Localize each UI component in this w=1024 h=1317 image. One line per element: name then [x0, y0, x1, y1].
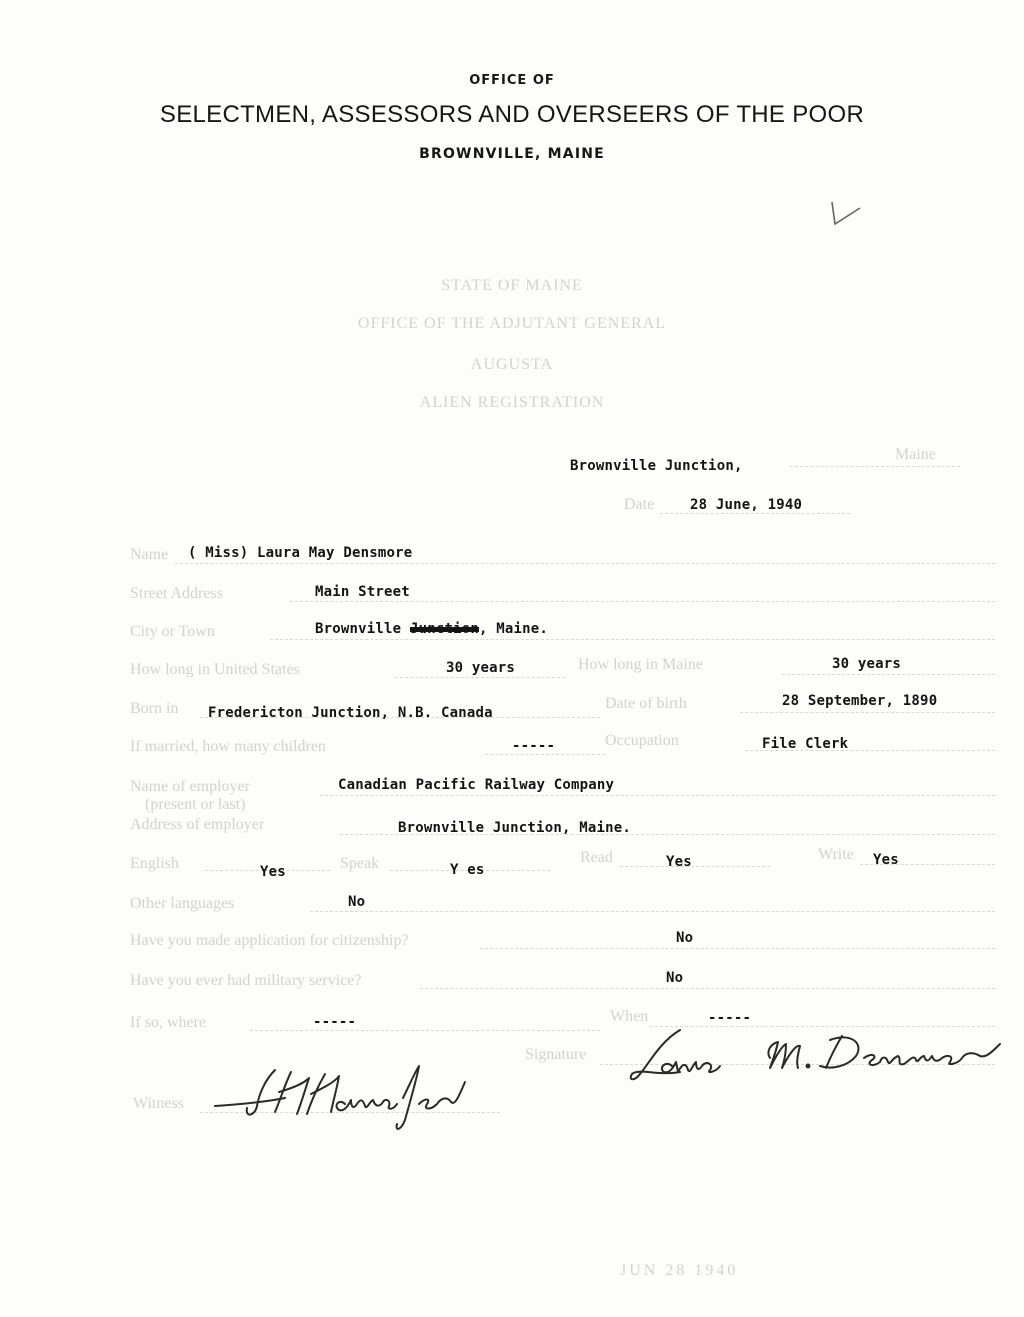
- city-label: City or Town: [130, 623, 215, 640]
- city-value-state: , Maine.: [478, 621, 548, 637]
- write-value: Yes: [873, 852, 899, 868]
- name-label: Name: [130, 546, 169, 563]
- how-long-maine-value: 30 years: [832, 656, 902, 672]
- letterhead-office-of: OFFICE OF: [469, 73, 555, 88]
- when-label: When: [610, 1008, 649, 1025]
- employer-address-value: Brownville Junction, Maine.: [398, 820, 631, 836]
- street-label: Street Address: [130, 585, 223, 602]
- watermark-line-4: ALIEN REGISTRATION: [419, 394, 605, 411]
- employer-label: Name of employer: [130, 778, 250, 795]
- read-label: Read: [580, 849, 613, 866]
- citizenship-label: Have you made application for citizenship?: [130, 932, 409, 949]
- date-of-birth-value: 28 September, 1890: [782, 693, 938, 709]
- citizenship-value: No: [676, 930, 694, 946]
- city-value-town: Brownville: [315, 621, 402, 637]
- speak-value: Y es: [450, 862, 485, 878]
- watermark-state: Maine: [895, 446, 936, 463]
- employer-note: (present or last): [145, 796, 246, 813]
- applicant-signature: [620, 1022, 1010, 1102]
- how-long-maine-label: How long in Maine: [578, 656, 703, 673]
- born-value: Fredericton Junction, N.B. Canada: [208, 705, 493, 721]
- write-label: Write: [818, 846, 854, 863]
- received-stamp: JUN 28 1940: [620, 1262, 739, 1279]
- watermark-line-3: AUGUSTA: [470, 356, 554, 373]
- other-languages-label: Other languages: [130, 895, 235, 912]
- where-value: -----: [313, 1014, 357, 1030]
- other-languages-value: No: [348, 894, 366, 910]
- letterhead-title: SELECTMEN, ASSESSORS AND OVERSEERS OF THE POOR: [159, 101, 865, 128]
- signature-label: Signature: [525, 1046, 587, 1063]
- witness-label: Witness: [133, 1095, 184, 1112]
- witness-signature: [205, 1058, 495, 1138]
- when-value: -----: [708, 1010, 752, 1026]
- children-label: If married, how many children: [130, 738, 326, 755]
- born-label: Born in: [130, 700, 179, 717]
- how-long-us-value: 30 years: [446, 660, 516, 676]
- watermark-line-2: OFFICE OF THE ADJUTANT GENERAL: [357, 315, 667, 332]
- speak-label: Speak: [340, 855, 380, 872]
- place-value: Brownville Junction,: [570, 458, 743, 474]
- check-mark: [826, 196, 866, 236]
- read-value: Yes: [666, 854, 692, 870]
- employer-value: Canadian Pacific Railway Company: [338, 777, 615, 793]
- watermark-line-1: STATE OF MAINE: [441, 277, 583, 294]
- occupation-value: File Clerk: [762, 736, 849, 752]
- date-label: Date: [624, 496, 655, 513]
- employer-address-label: Address of employer: [130, 816, 265, 833]
- date-of-birth-label: Date of birth: [605, 695, 687, 712]
- english-value: Yes: [260, 864, 286, 880]
- city-value: [315, 621, 548, 637]
- letterhead-location: BROWNVILLE, MAINE: [419, 146, 605, 162]
- street-value: Main Street: [315, 584, 410, 600]
- name-value: ( Miss) Laura May Densmore: [188, 545, 413, 561]
- city-value-struck: Junction: [409, 621, 479, 637]
- english-label: English: [130, 855, 179, 872]
- military-label: Have you ever had military service?: [130, 972, 362, 989]
- military-value: No: [666, 970, 684, 986]
- how-long-us-label: How long in United States: [130, 661, 300, 678]
- date-value: 28 June, 1940: [690, 497, 803, 513]
- children-value: -----: [512, 738, 556, 754]
- where-label: If so, where: [130, 1014, 206, 1031]
- occupation-label: Occupation: [605, 732, 679, 749]
